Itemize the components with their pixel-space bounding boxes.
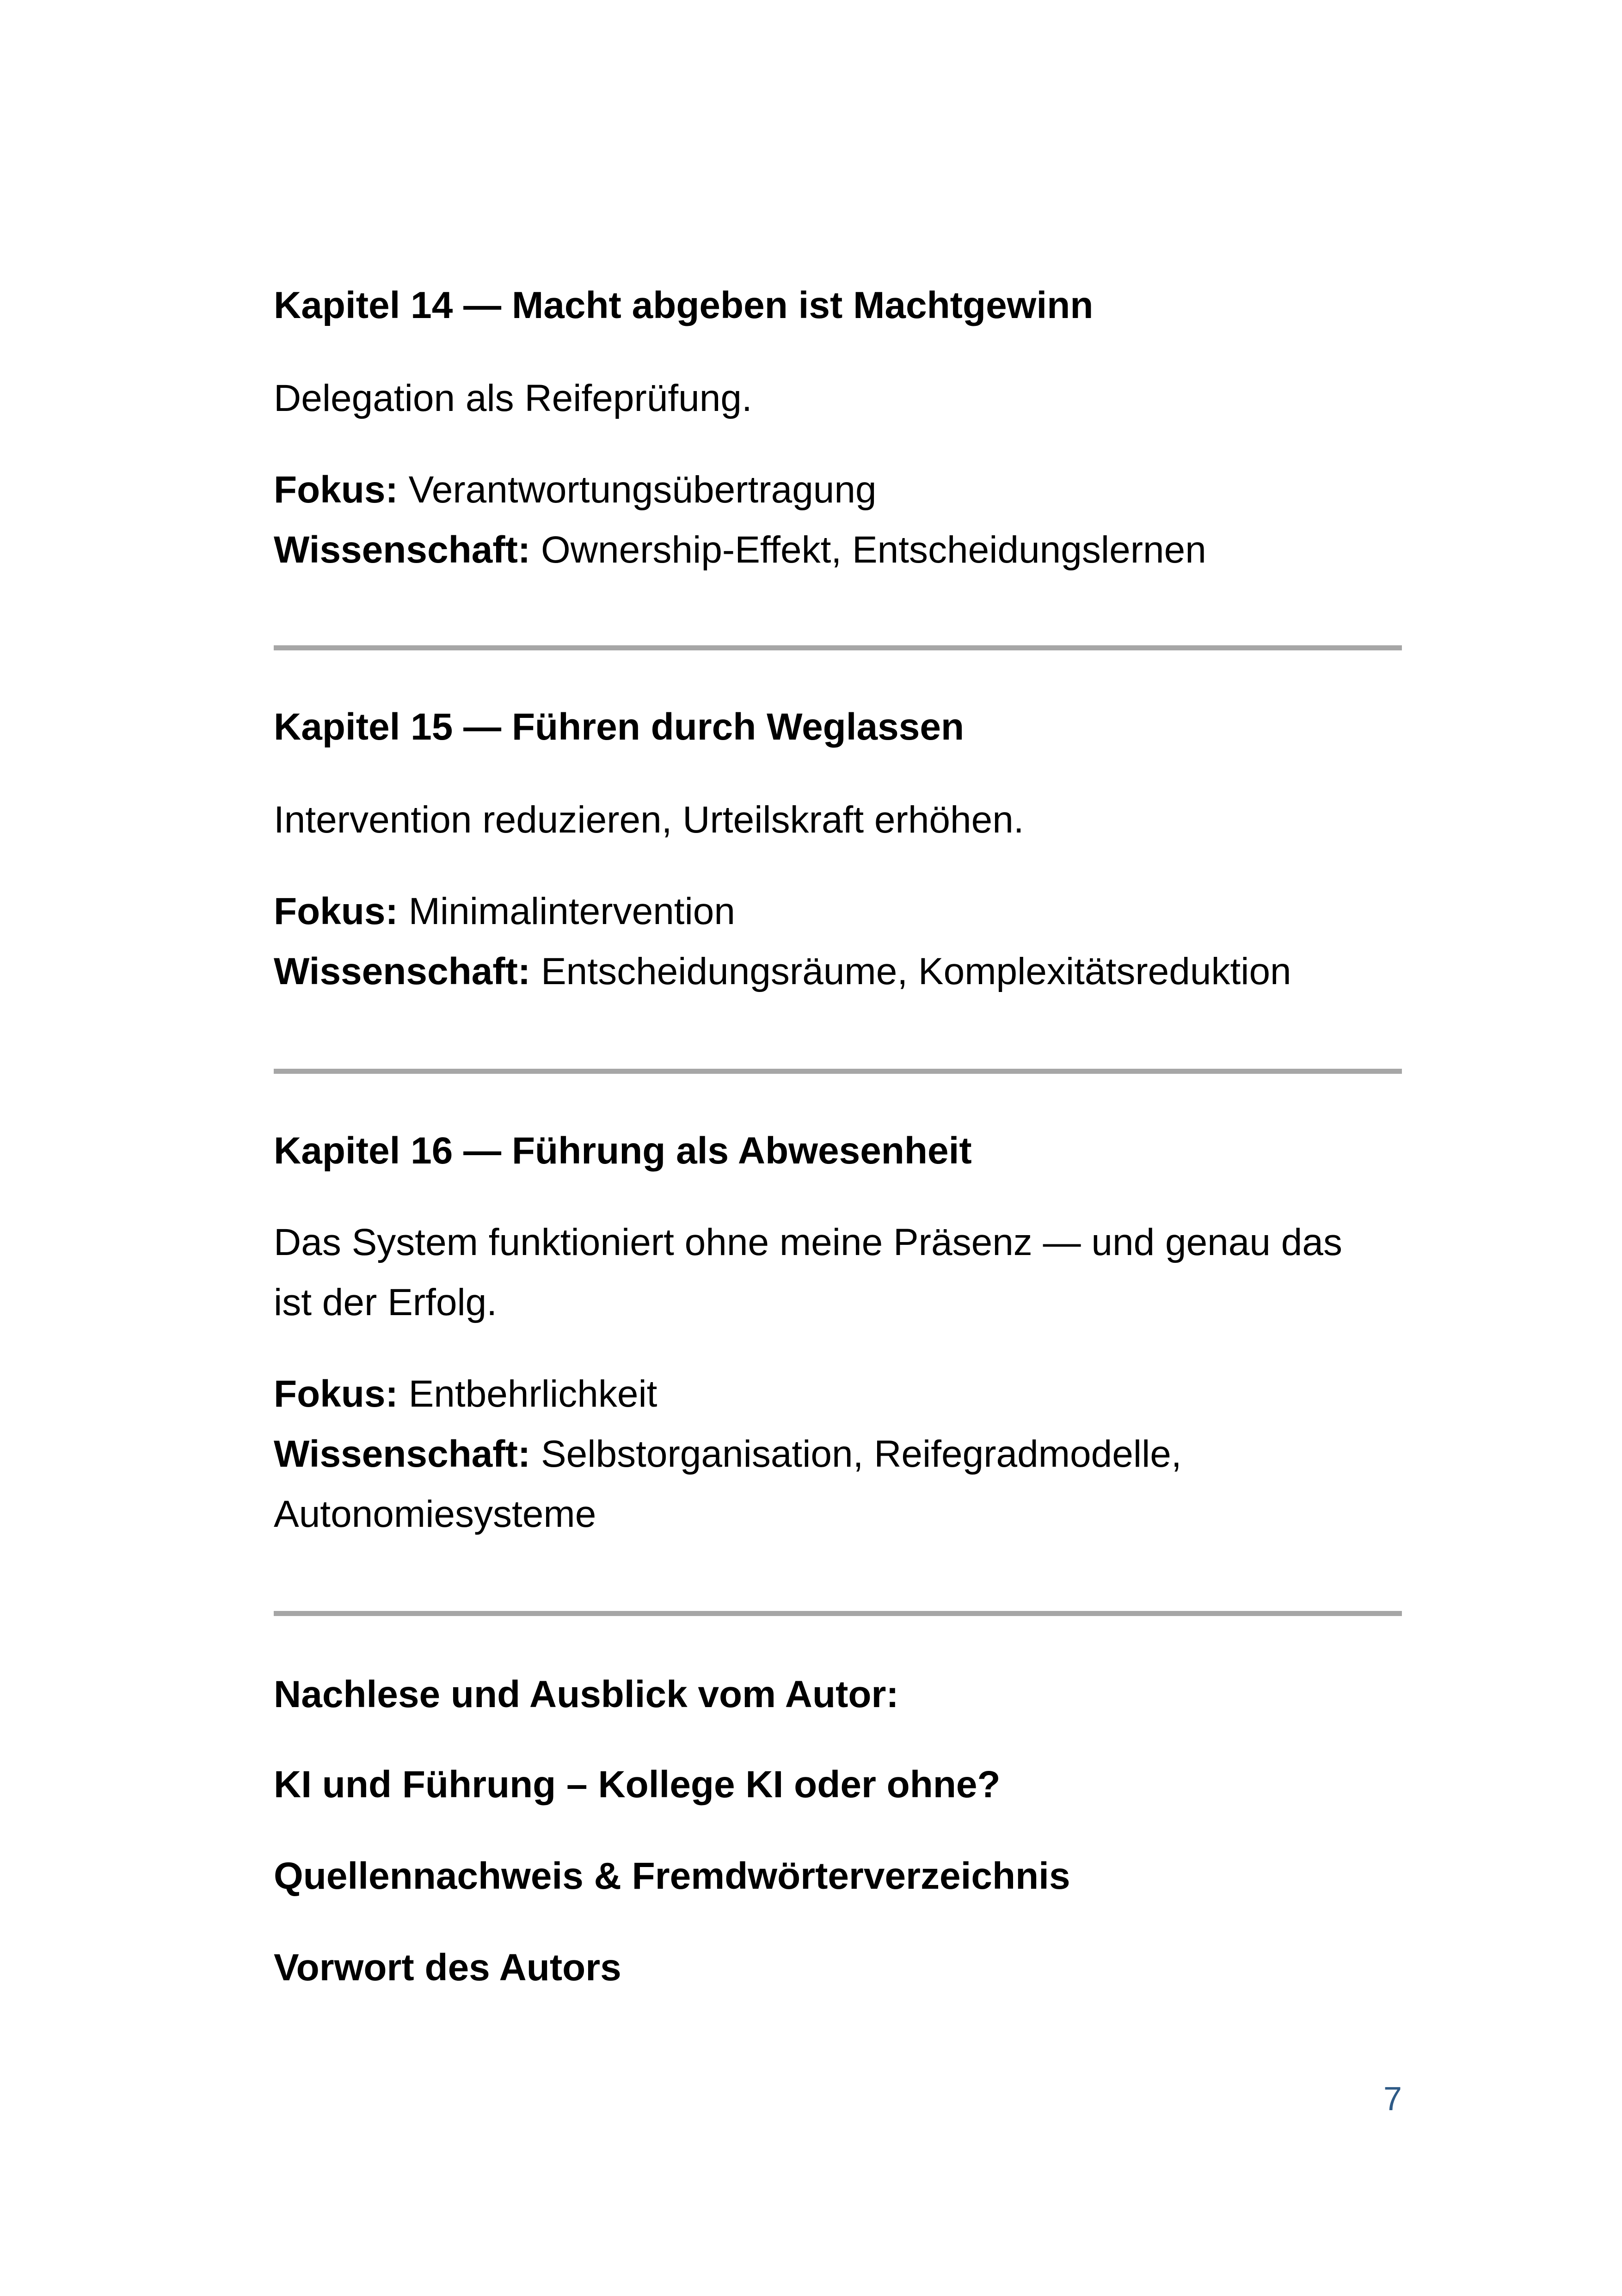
chapter-16-heading: Kapitel 16 — Führung als Abwesenheit (274, 1130, 972, 1172)
chapter-16-summary: Das System funktioniert ohne meine Präsenz — und genau das ist der Erfolg. (274, 1221, 1342, 1323)
chapter-16-focus (274, 1364, 1383, 1544)
section-divider (274, 1611, 1402, 1616)
appendix-entry-sources: Quellennachweis & Fremdwörterverzeichnis (274, 1855, 1070, 1897)
chapter-15-section (274, 708, 1402, 1002)
appendix-entry-afterword: Nachlese und Ausblick vom Autor: (274, 1673, 899, 1715)
focus-label: Fokus: (274, 890, 398, 932)
focus-value: Verantwortungsübertragung (408, 469, 877, 511)
page-number: 7 (1383, 2081, 1402, 2118)
science-label: Wissenschaft: (274, 529, 531, 571)
focus-value: Entbehrlichkeit (408, 1373, 657, 1415)
chapter-14-focus (274, 460, 1402, 580)
science-value: Entscheidungsräume, Komplexitätsreduktion (541, 950, 1291, 992)
section-divider (274, 1069, 1402, 1074)
focus-label: Fokus: (274, 1373, 398, 1415)
appendix-entry-foreword: Vorwort des Autors (274, 1947, 621, 1989)
chapter-16-section (274, 1132, 1402, 1544)
chapter-15-summary: Intervention reduzieren, Urteilskraft erhöhen. (274, 799, 1024, 841)
chapter-15-heading: Kapitel 15 — Führen durch Weglassen (274, 706, 965, 748)
section-divider (274, 645, 1402, 650)
appendix-entry-ai-leadership: KI und Führung – Kollege KI oder ohne? (274, 1763, 1001, 1806)
science-value: Selbstorganisation, Reifegradmodelle, Autonomiesysteme (274, 1433, 1182, 1535)
science-label: Wissenschaft: (274, 1433, 531, 1475)
science-label: Wissenschaft: (274, 950, 531, 992)
science-value: Ownership-Effekt, Entscheidungslernen (541, 529, 1206, 571)
chapter-15-focus (274, 882, 1402, 1002)
chapter-14-summary: Delegation als Reifeprüfung. (274, 377, 752, 419)
chapter-14-section (274, 284, 1402, 580)
focus-value: Minimalintervention (408, 890, 736, 932)
focus-label: Fokus: (274, 469, 398, 511)
chapter-14-heading: Kapitel 14 — Macht abgeben ist Machtgewinn (274, 284, 1094, 326)
